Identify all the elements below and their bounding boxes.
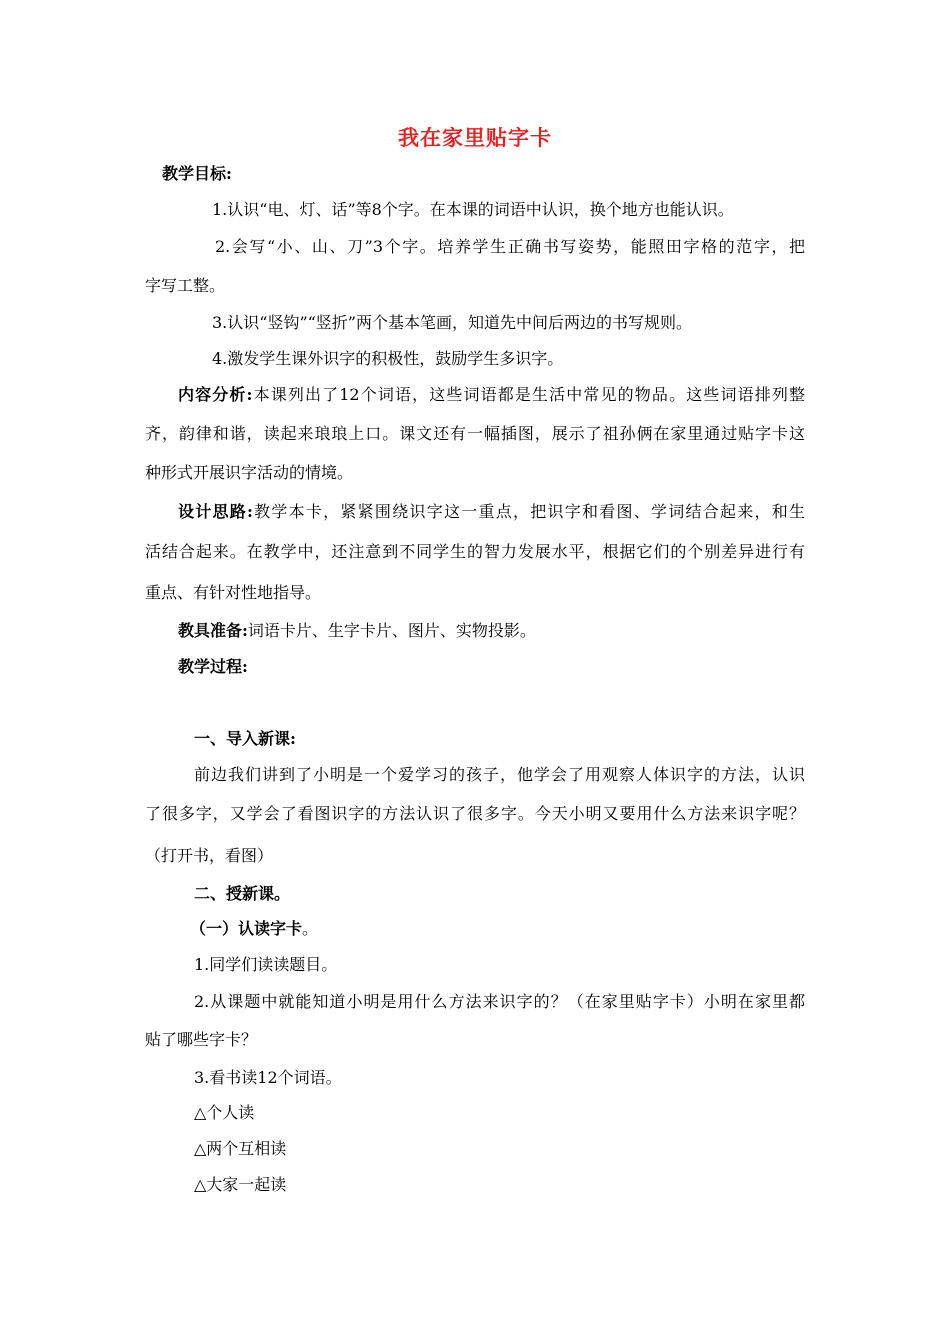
- analysis-text-1: 本课列出了12个词语，这些词语都是生活中常见的物品。这些词语排列整: [252, 385, 805, 404]
- analysis-label: 内容分析:: [178, 385, 253, 404]
- step-2-line-2: 贴了哪些字卡？: [145, 1030, 258, 1049]
- analysis-line-1: [178, 384, 805, 406]
- goal-item-2-line2: 字写工整。: [145, 276, 226, 295]
- analysis-line-2: 齐，韵律和谐，读起来琅琅上口。课文还有一幅插图，展示了祖孙俩在家里通过贴字卡这: [145, 424, 805, 443]
- step-1: 1.同学们读读题目。: [194, 955, 338, 974]
- design-line-3: 重点、有针对性地指导。: [145, 583, 322, 602]
- step-2-line-1: 2.从课题中就能知道小明是用什么方法来识字的？（在家里贴字卡）小明在家里都: [194, 992, 805, 1011]
- goal-item-3: 3.认识“竖钩”“竖折”两个基本笔画，知道先中间后两边的书写规则。: [212, 313, 692, 332]
- reading-item-2: △两个互相读: [194, 1139, 287, 1158]
- section-2-sub-heading: [190, 918, 318, 940]
- sub-heading-period: 。: [302, 919, 319, 938]
- analysis-line-3: 种形式开展识字活动的情境。: [145, 463, 354, 482]
- sub-heading-text: （一）认读字卡: [190, 919, 303, 938]
- reading-item-3: △大家一起读: [194, 1175, 287, 1194]
- goal-item-1: 1.认识“电、灯、话”等8个字。在本课的词语中认识，换个地方也能认识。: [212, 200, 734, 219]
- goals-heading: 教学目标:: [162, 164, 232, 183]
- design-line-2: 活结合起来。在教学中，还注意到不同学生的智力发展水平，根据它们的个别差异进行有: [145, 542, 805, 561]
- design-line-1: [178, 501, 805, 523]
- prep-text: 词语卡片、生字卡片、图片、实物投影。: [247, 621, 536, 640]
- section-1-line-1: 前边我们讲到了小明是一个爱学习的孩子，他学会了用观察人体识字的方法，认识: [194, 765, 805, 784]
- section-2-heading: 二、授新课。: [194, 884, 291, 903]
- step-3: 3.看书读12个词语。: [194, 1068, 342, 1087]
- section-1-heading: 一、导入新课:: [194, 729, 296, 748]
- design-text-1: 教学本卡，紧紧围绕识字这一重点，把识字和看图、学词结合起来，和生: [252, 502, 805, 521]
- goal-item-2-line1: 2.会写“小、山、刀”3个字。培养学生正确书写姿势，能照田字格的范字，把: [215, 237, 805, 256]
- design-label: 设计思路:: [178, 502, 253, 521]
- process-heading: 教学过程:: [178, 657, 248, 676]
- reading-item-1: △个人读: [194, 1103, 255, 1122]
- prep-label: 教具准备:: [178, 621, 248, 640]
- section-1-line-3: （打开书，看图）: [145, 846, 274, 865]
- page-title: 我在家里贴字卡: [398, 125, 552, 150]
- prep-line: [178, 620, 536, 642]
- goal-item-4: 4.激发学生课外识字的积极性，鼓励学生多识字。: [212, 349, 564, 368]
- section-1-line-2: 了很多字，又学会了看图识字的方法认识了很多字。今天小明又要用什么方法来识字呢？: [145, 804, 805, 823]
